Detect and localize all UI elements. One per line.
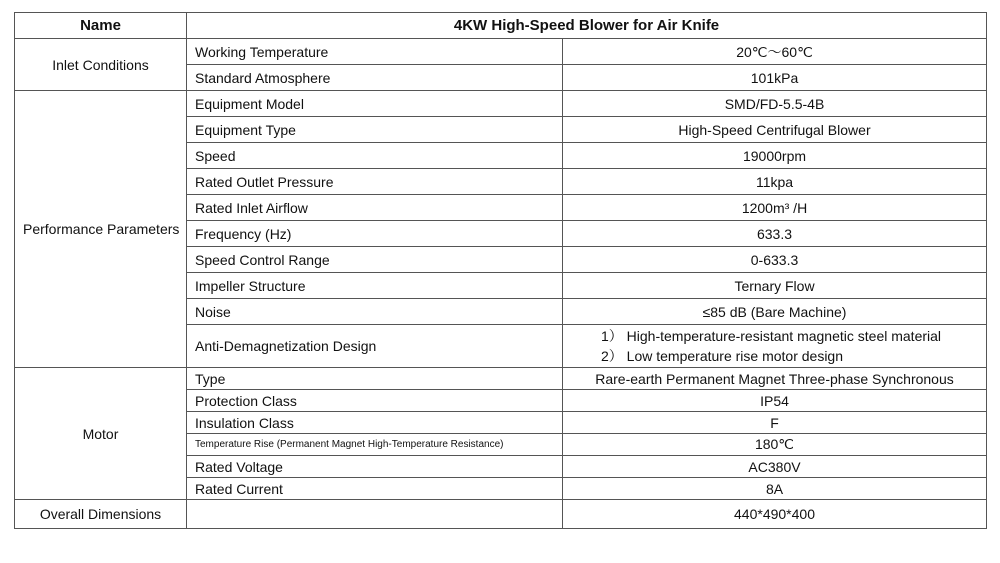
name-header: Name: [15, 13, 187, 39]
param-label: Speed Control Range: [187, 247, 563, 273]
param-value: 101kPa: [563, 65, 987, 91]
header-row: [15, 13, 987, 39]
param-label: Rated Voltage: [187, 456, 563, 478]
param-value: AC380V: [563, 456, 987, 478]
param-value: High-Speed Centrifugal Blower: [563, 117, 987, 143]
param-value: 633.3: [563, 221, 987, 247]
param-value: Rare-earth Permanent Magnet Three-phase Synchronous: [563, 368, 987, 390]
param-label: Equipment Model: [187, 91, 563, 117]
param-value: IP54: [563, 390, 987, 412]
param-label: Rated Outlet Pressure: [187, 169, 563, 195]
table-row: [15, 500, 987, 529]
spec-table: [14, 12, 987, 529]
param-label: Protection Class: [187, 390, 563, 412]
param-value: SMD/FD-5.5-4B: [563, 91, 987, 117]
param-label: Type: [187, 368, 563, 390]
group-overall-dimensions: Overall Dimensions: [15, 500, 187, 529]
param-value: 8A: [563, 478, 987, 500]
group-inlet-conditions: Inlet Conditions: [15, 39, 187, 91]
param-label: Working Temperature: [187, 39, 563, 65]
param-label: [187, 500, 563, 529]
param-value: F: [563, 412, 987, 434]
param-label: Equipment Type: [187, 117, 563, 143]
param-value: 11kpa: [563, 169, 987, 195]
table-row: [15, 91, 987, 117]
param-label: Frequency (Hz): [187, 221, 563, 247]
param-label: Noise: [187, 299, 563, 325]
param-label: Temperature Rise (Permanent Magnet High-Temperature Resistance): [187, 434, 563, 456]
param-value-list: [563, 325, 987, 368]
param-label: Rated Inlet Airflow: [187, 195, 563, 221]
table-row: [15, 39, 987, 65]
param-value: 440*490*400: [563, 500, 987, 529]
list-item: 1） High-temperature-resistant magnetic steel material: [601, 328, 942, 344]
group-performance-parameters: Performance Parameters: [15, 91, 187, 368]
param-label: Rated Current: [187, 478, 563, 500]
param-value: 180℃: [563, 434, 987, 456]
param-label: Anti-Demagnetization Design: [187, 325, 563, 368]
param-value: 19000rpm: [563, 143, 987, 169]
param-label: Insulation Class: [187, 412, 563, 434]
param-label: Standard Atmosphere: [187, 65, 563, 91]
list-item: 2） Low temperature rise motor design: [601, 348, 843, 364]
param-label: Impeller Structure: [187, 273, 563, 299]
param-value: 20℃～60℃: [563, 39, 987, 65]
param-value: ≤85 dB (Bare Machine): [563, 299, 987, 325]
param-value: Ternary Flow: [563, 273, 987, 299]
param-value: 1200m³ /H: [563, 195, 987, 221]
group-motor: Motor: [15, 368, 187, 500]
table-row: [15, 368, 987, 390]
table-title: 4KW High-Speed Blower for Air Knife: [187, 13, 987, 39]
param-label: Speed: [187, 143, 563, 169]
param-value: 0-633.3: [563, 247, 987, 273]
